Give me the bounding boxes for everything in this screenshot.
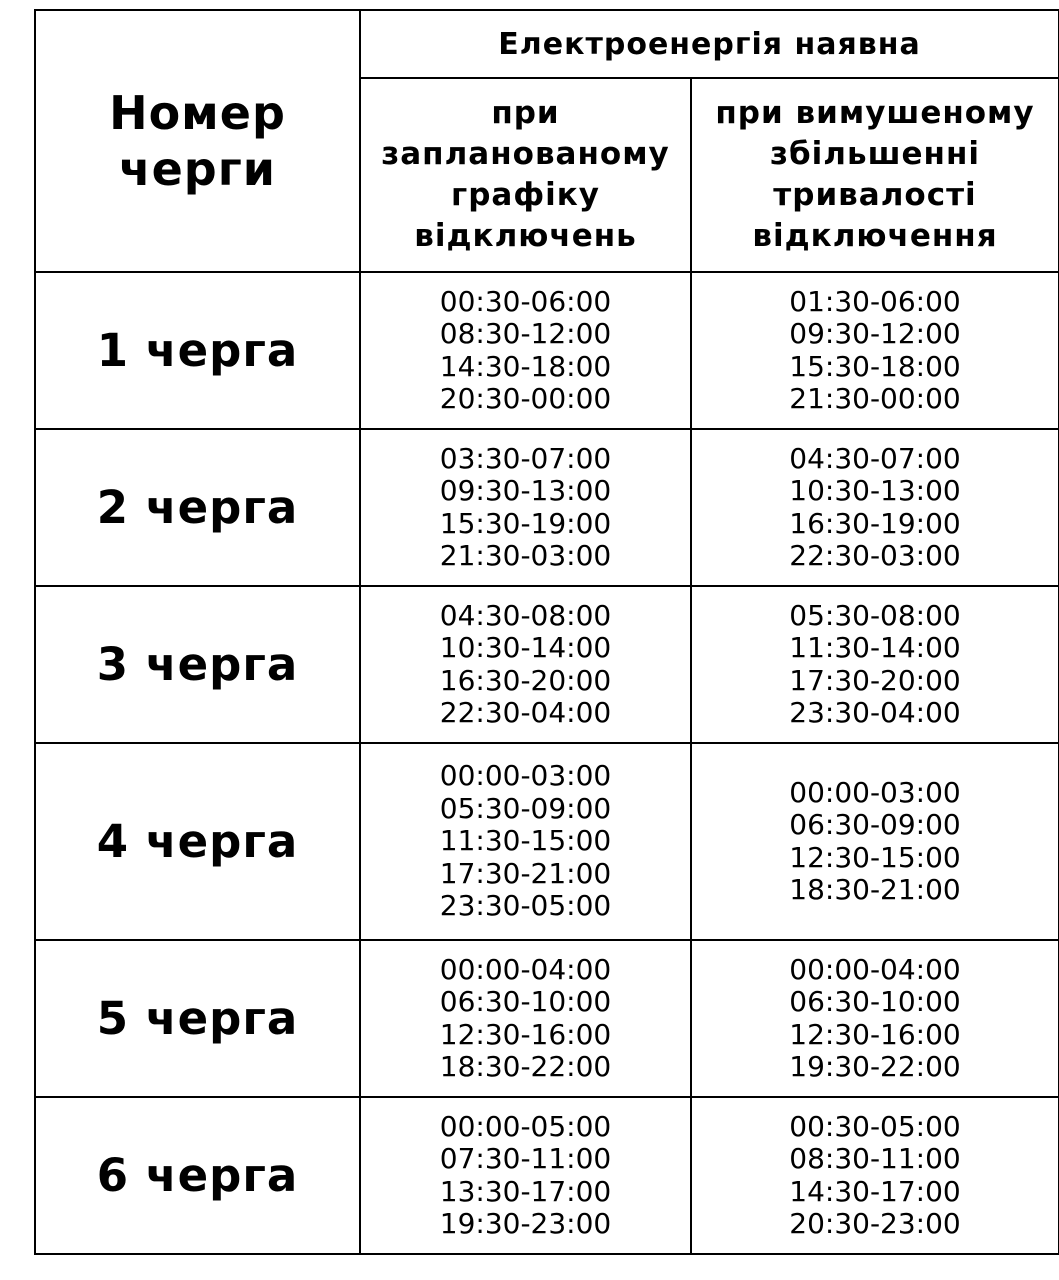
planned-header-line: графіку: [451, 177, 600, 213]
table-row: [35, 1097, 1059, 1254]
time-range: 23:30-04:00: [789, 696, 961, 729]
table-row: [35, 272, 1059, 429]
time-range: 23:30-05:00: [439, 889, 612, 923]
time-range: 11:30-14:00: [789, 631, 961, 664]
time-range: 20:30-00:00: [439, 382, 612, 415]
time-range: 07:30-11:00: [439, 1142, 612, 1175]
table-row: [35, 586, 1059, 743]
queue-label: 6 черга: [35, 1097, 360, 1254]
time-range: 00:00-04:00: [789, 952, 961, 986]
time-range: 10:30-13:00: [789, 474, 961, 507]
planned-schedule-header: [360, 78, 691, 272]
table-row: [35, 940, 1059, 1097]
queue-number-header: [35, 10, 360, 272]
time-range: 21:30-00:00: [789, 382, 961, 415]
time-range: 12:30-16:00: [439, 1017, 612, 1051]
time-range: 12:30-16:00: [789, 1017, 961, 1051]
time-range: 00:00-03:00: [789, 775, 961, 809]
forced-times-cell: [691, 743, 1059, 940]
time-range: 11:30-15:00: [439, 824, 612, 858]
time-range: 21:30-03:00: [439, 539, 612, 572]
planned-times-cell: [360, 272, 691, 429]
time-range: 03:30-07:00: [439, 441, 612, 475]
queue-label: 2 черга: [35, 429, 360, 586]
queue-header-line1: Номер: [109, 86, 286, 140]
time-range: 06:30-10:00: [439, 985, 612, 1018]
time-range: 01:30-06:00: [789, 284, 961, 318]
time-range: 05:30-09:00: [439, 791, 612, 825]
time-range: 16:30-19:00: [789, 506, 961, 540]
time-range: 09:30-13:00: [439, 474, 612, 507]
forced-times-cell: [691, 586, 1059, 743]
time-range: 08:30-12:00: [439, 317, 612, 350]
queue-label: 3 черга: [35, 586, 360, 743]
planned-times-cell: [360, 586, 691, 743]
outage-schedule-table: [34, 9, 1059, 1255]
time-range: 15:30-19:00: [439, 506, 612, 540]
planned-times-cell: [360, 1097, 691, 1254]
time-range: 04:30-07:00: [789, 441, 961, 475]
time-range: 18:30-22:00: [439, 1050, 612, 1083]
forced-times-cell: [691, 1097, 1059, 1254]
queue-label: 5 черга: [35, 940, 360, 1097]
table-row: [35, 743, 1059, 940]
planned-header-line: відключень: [414, 218, 637, 254]
time-range: 06:30-09:00: [789, 808, 961, 841]
header-row-top: [35, 10, 1059, 78]
queue-label: 1 черга: [35, 272, 360, 429]
forced-header-line: при вимушеному: [715, 95, 1035, 131]
time-range: 10:30-14:00: [439, 631, 612, 664]
forced-header-line: збільшенні: [769, 136, 980, 172]
time-range: 19:30-23:00: [439, 1207, 612, 1240]
time-range: 20:30-23:00: [789, 1207, 961, 1240]
forced-header-line: відключення: [752, 218, 998, 254]
queue-label: 4 черга: [35, 743, 360, 940]
forced-header-line: тривалості: [773, 177, 977, 213]
forced-times-cell: [691, 272, 1059, 429]
planned-times-cell: [360, 429, 691, 586]
time-range: 17:30-21:00: [439, 856, 612, 890]
time-range: 22:30-03:00: [789, 539, 961, 572]
planned-times-cell: [360, 940, 691, 1097]
time-range: 17:30-20:00: [789, 663, 961, 697]
time-range: 05:30-08:00: [789, 598, 961, 632]
time-range: 04:30-08:00: [439, 598, 612, 632]
time-range: 19:30-22:00: [789, 1050, 961, 1083]
forced-extension-header: [691, 78, 1059, 272]
forced-times-cell: [691, 940, 1059, 1097]
table-row: [35, 429, 1059, 586]
time-range: 18:30-21:00: [789, 873, 961, 906]
time-range: 00:00-04:00: [439, 952, 612, 986]
time-range: 00:30-05:00: [789, 1109, 961, 1143]
planned-times-cell: [360, 743, 691, 940]
time-range: 14:30-17:00: [789, 1174, 961, 1208]
time-range: 00:00-05:00: [439, 1109, 612, 1143]
time-range: 14:30-18:00: [439, 349, 612, 383]
time-range: 06:30-10:00: [789, 985, 961, 1018]
time-range: 13:30-17:00: [439, 1174, 612, 1208]
time-range: 08:30-11:00: [789, 1142, 961, 1175]
time-range: 09:30-12:00: [789, 317, 961, 350]
time-range: 00:00-03:00: [439, 759, 612, 793]
time-range: 00:30-06:00: [439, 284, 612, 318]
forced-times-cell: [691, 429, 1059, 586]
time-range: 22:30-04:00: [439, 696, 612, 729]
planned-header-line: запланованому: [381, 136, 670, 172]
time-range: 16:30-20:00: [439, 663, 612, 697]
power-available-header: Електроенергія наявна: [360, 10, 1059, 78]
time-range: 12:30-15:00: [789, 840, 961, 874]
time-range: 15:30-18:00: [789, 349, 961, 383]
planned-header-line: при: [491, 95, 560, 131]
queue-header-line2: черги: [119, 142, 276, 196]
